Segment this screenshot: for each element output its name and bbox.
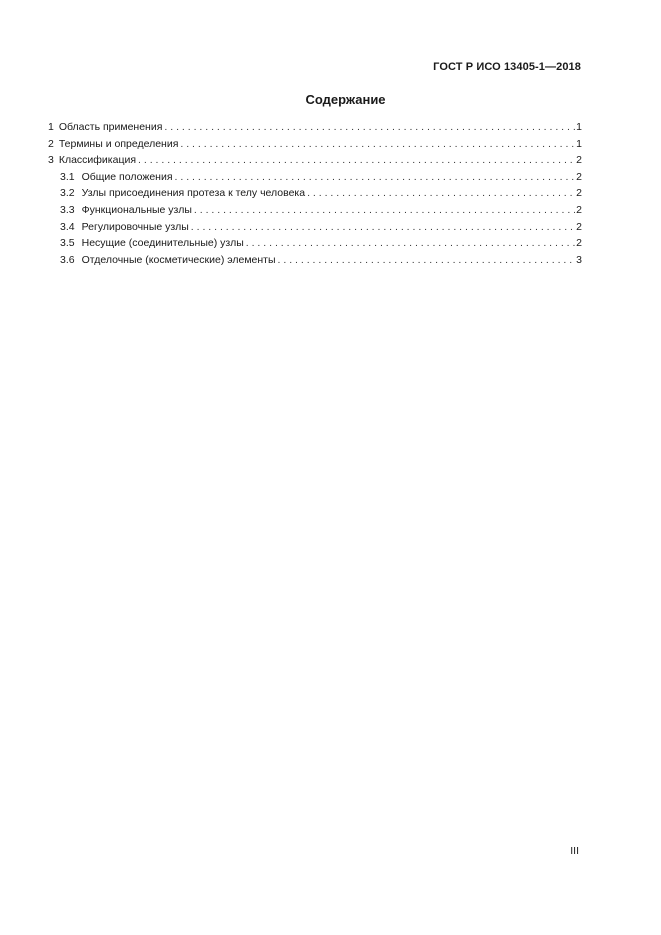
toc-entry-label: Термины и определения	[58, 137, 179, 150]
toc-entry-page: 2	[576, 220, 582, 233]
toc-entry-2[interactable]	[48, 136, 582, 153]
toc-dot-leader	[162, 119, 575, 136]
toc-dot-leader	[192, 202, 575, 219]
toc-entry-3-2[interactable]	[48, 185, 582, 202]
toc-entry-page: 3	[576, 253, 582, 266]
toc-entry-number: 2	[48, 137, 54, 150]
toc-entry-3-4[interactable]	[48, 219, 582, 236]
toc-entry-3[interactable]	[48, 152, 582, 169]
toc-entry-number: 3	[48, 154, 54, 167]
toc-entry-number: 3.5	[60, 237, 75, 250]
toc-entry-page: 1	[576, 137, 582, 150]
toc-entry-number: 1	[48, 121, 54, 133]
toc-entry-page: 2	[576, 237, 582, 250]
toc-entry-label: Область применения	[58, 121, 163, 133]
toc-dot-leader	[136, 152, 575, 169]
toc-dot-leader	[189, 219, 575, 236]
toc-entry-number: 3.3	[60, 203, 75, 216]
toc-entry-number: 3.1	[60, 170, 75, 183]
toc-entry-number: 3.6	[60, 253, 75, 266]
table-of-contents	[48, 119, 582, 268]
toc-dot-leader	[305, 185, 575, 202]
toc-entry-3-3[interactable]	[48, 202, 582, 219]
toc-dot-leader	[276, 252, 576, 269]
toc-entry-label: Функциональные узлы	[81, 203, 192, 216]
toc-dot-leader	[178, 136, 575, 153]
toc-dot-leader	[173, 169, 576, 186]
document-code: ГОСТ Р ИСО 13405-1—2018	[433, 61, 581, 73]
toc-entry-1[interactable]	[48, 119, 582, 136]
toc-entry-page: 2	[576, 187, 582, 200]
toc-entry-number: 3.4	[60, 220, 75, 233]
toc-entry-label: Общие положения	[81, 170, 173, 183]
toc-entry-label: Отделочные (косметические) элементы	[81, 253, 276, 266]
toc-title: Содержание	[305, 92, 386, 107]
toc-entry-label: Узлы присоединения протеза к телу человека	[81, 187, 306, 200]
page-number: III	[570, 845, 579, 857]
toc-entry-label: Классификация	[58, 154, 137, 167]
toc-entry-page: 2	[576, 203, 582, 216]
toc-dot-leader	[244, 235, 575, 252]
toc-entry-number: 3.2	[60, 187, 75, 200]
toc-entry-page: 2	[576, 154, 582, 167]
toc-entry-page: 1	[576, 121, 582, 133]
toc-entry-page: 2	[576, 170, 582, 183]
toc-entry-label: Регулировочные узлы	[81, 220, 189, 233]
toc-entry-3-1[interactable]	[48, 169, 582, 186]
toc-entry-3-6[interactable]	[48, 252, 582, 269]
toc-entry-label: Несущие (соединительные) узлы	[81, 237, 244, 250]
toc-entry-3-5[interactable]	[48, 235, 582, 252]
